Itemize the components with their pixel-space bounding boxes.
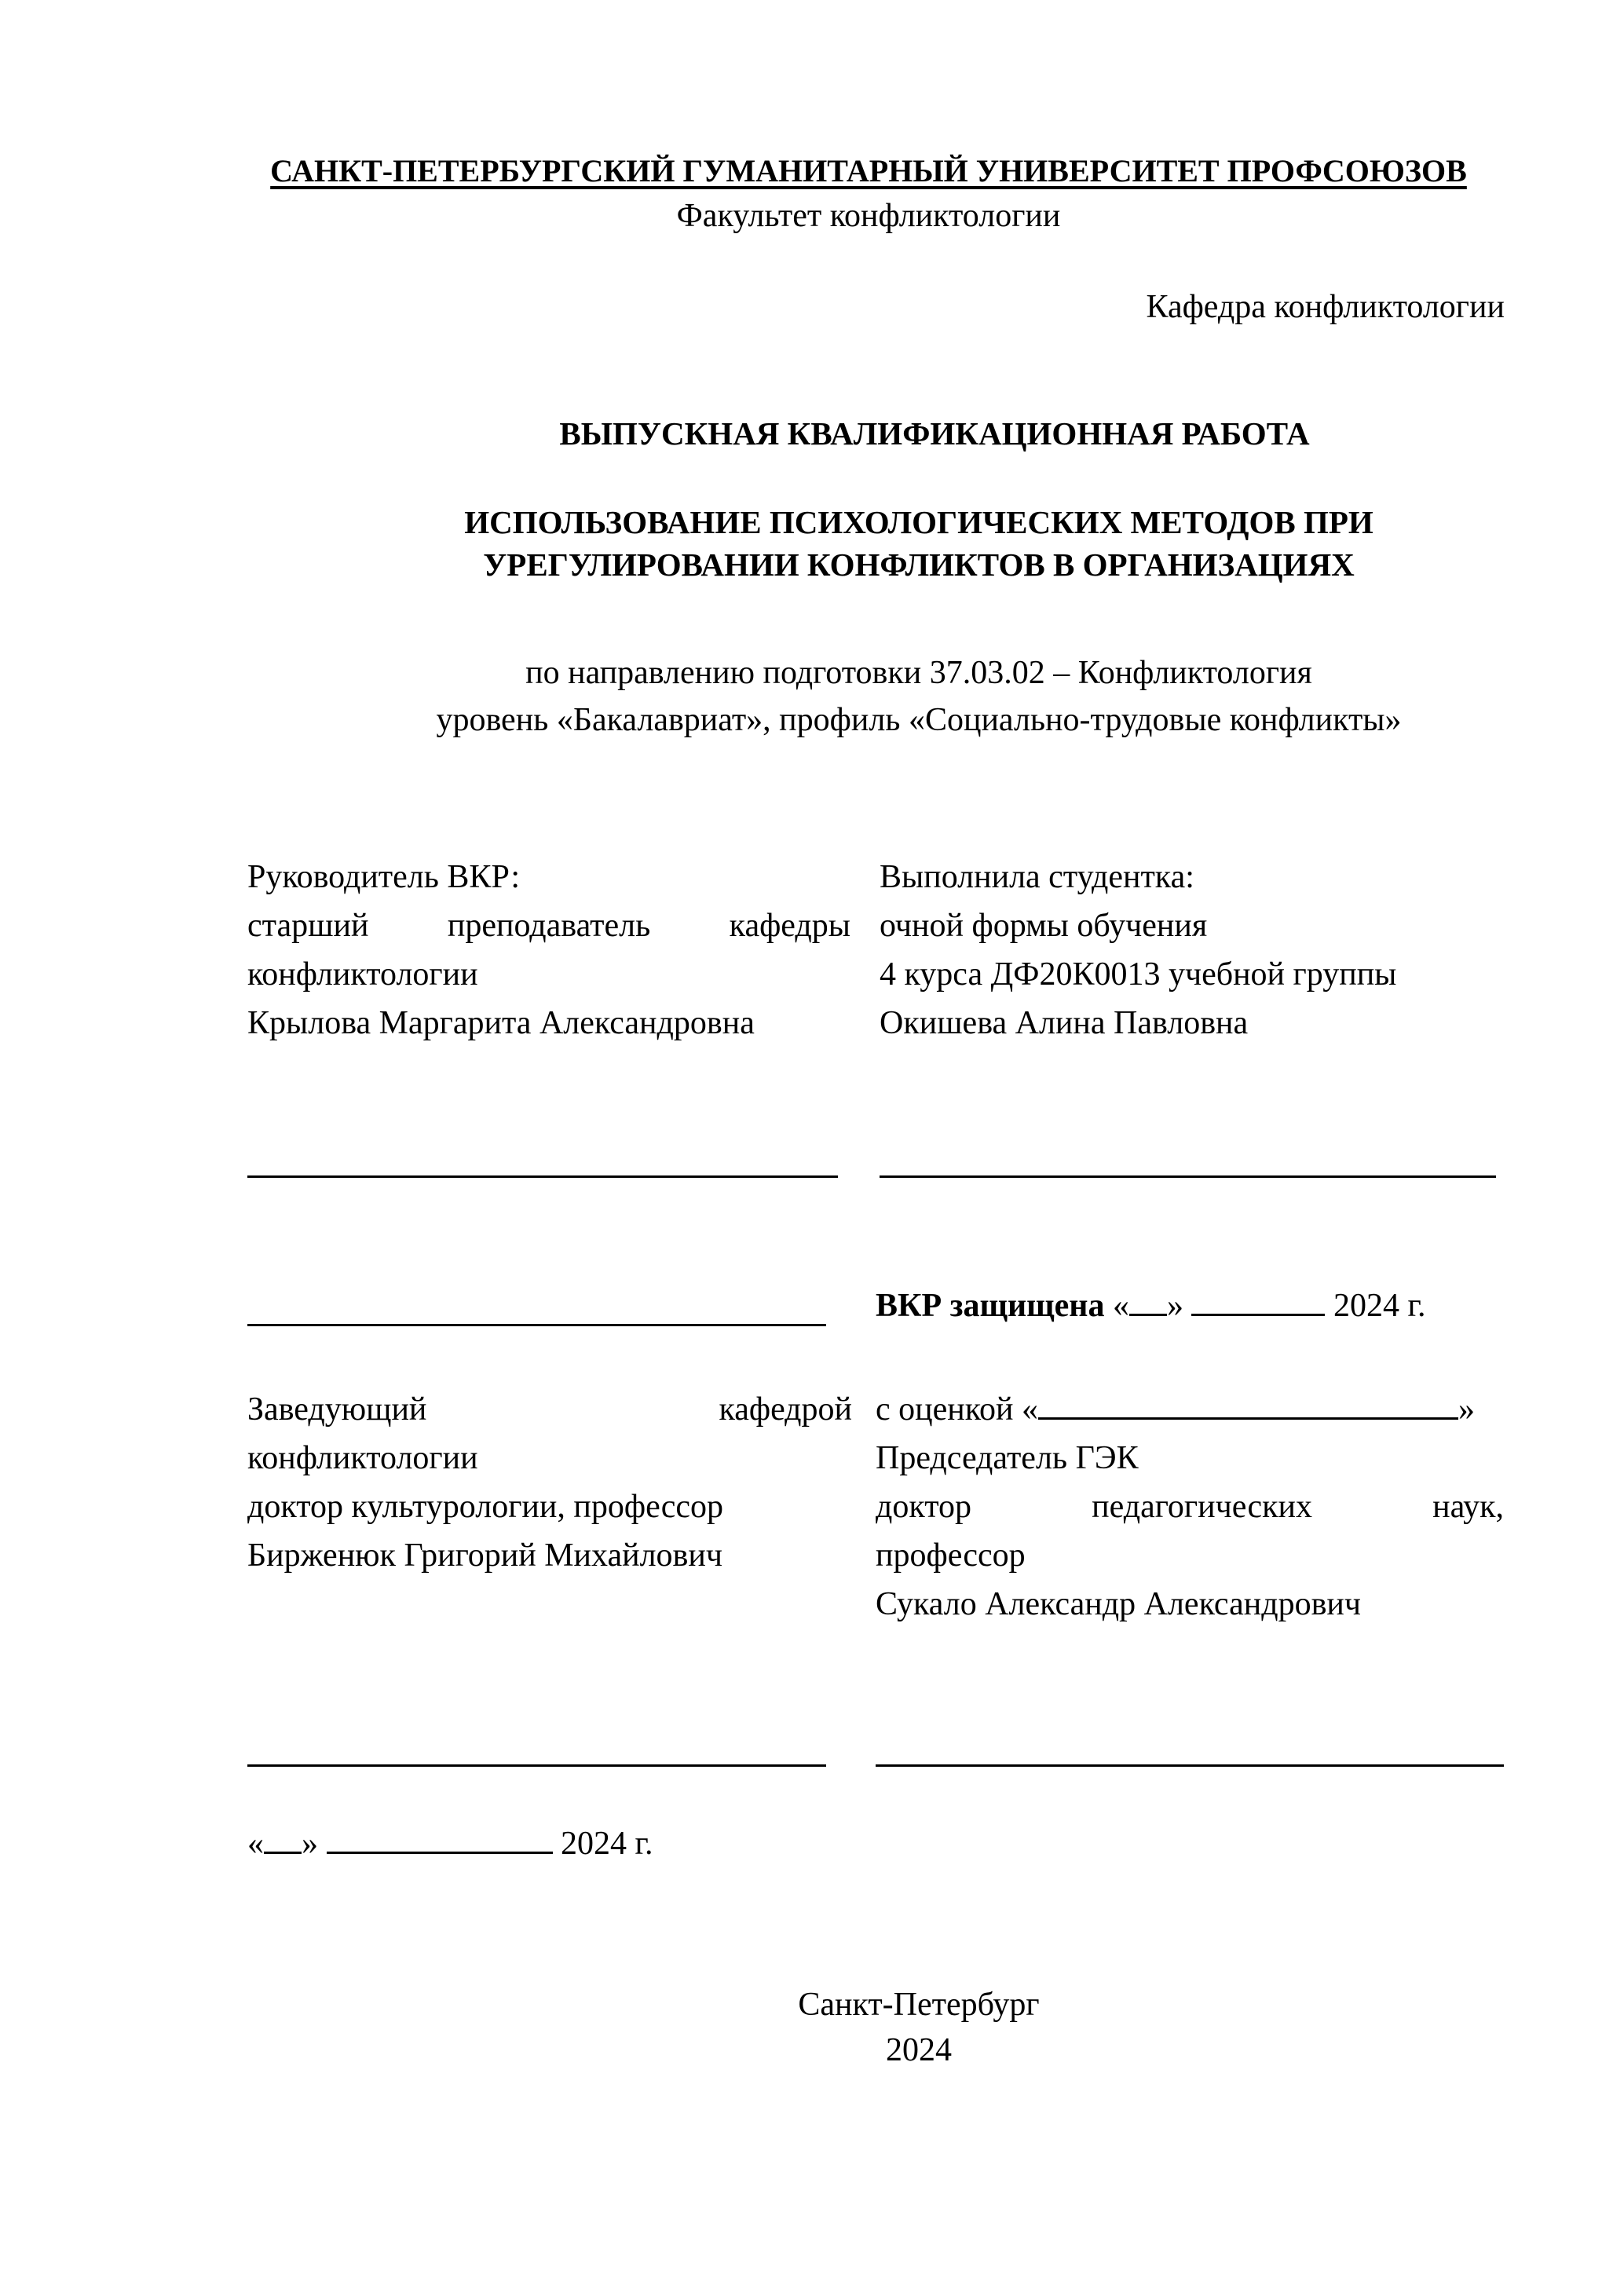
student-label: Выполнила студентка: <box>880 859 1194 895</box>
gek-chair-signature-line[interactable] <box>876 1764 1504 1767</box>
date-open-quote: « <box>247 1826 264 1862</box>
department-name: Кафедра конфликтологии <box>1146 289 1505 325</box>
supervisor-block <box>247 853 850 1047</box>
supervisor-label: Руководитель ВКР: <box>247 859 521 895</box>
supervisor-position-word: старший <box>247 908 369 944</box>
grade-suffix: » <box>1458 1391 1475 1428</box>
head-title <box>247 1385 852 1434</box>
supervisor-position-word: преподаватель <box>447 908 651 944</box>
gek-degree-word: доктор <box>876 1489 972 1525</box>
gek-degree-word: наук, <box>1432 1489 1504 1525</box>
faculty-name: Факультет конфликтологии <box>676 198 1061 234</box>
supervisor-position <box>247 901 850 950</box>
thesis-topic-line-1: ИСПОЛЬЗОВАНИЕ ПСИХОЛОГИЧЕСКИХ МЕТОДОВ ПРИ <box>464 504 1373 540</box>
date-year: 2024 г. <box>561 1826 653 1862</box>
defense-open-quote: « <box>1112 1288 1129 1324</box>
defense-year: 2024 г. <box>1333 1288 1426 1324</box>
grade-prefix: с оценкой « <box>876 1391 1038 1428</box>
supervisor-department: конфликтологии <box>247 956 478 993</box>
supervisor-signature-line[interactable] <box>247 1175 838 1178</box>
signing-date-line <box>247 1819 653 1868</box>
defense-date-line <box>876 1281 1425 1330</box>
head-degree: доктор культурологии, профессор <box>247 1489 724 1525</box>
university-name: САНКТ-ПЕТЕРБУРГСКИЙ ГУМАНИТАРНЫЙ УНИВЕРСИТЕТ ПРОФСОЮЗОВ <box>270 153 1467 188</box>
head-department: конфликтологии <box>247 1440 478 1476</box>
student-group: 4 курса ДФ20К0013 учебной группы <box>880 956 1397 993</box>
gek-degree-word: педагогических <box>1092 1489 1312 1525</box>
defense-day-blank[interactable] <box>1129 1282 1167 1316</box>
head-name: Бирженюк Григорий Михайлович <box>247 1537 722 1574</box>
gek-chair-block <box>876 1385 1504 1629</box>
supervisor-position-word: кафедры <box>729 908 850 944</box>
study-direction: по направлению подготовки 37.03.02 – Конфликтология <box>525 655 1312 691</box>
year: 2024 <box>886 2032 952 2068</box>
grade-line <box>876 1385 1504 1434</box>
head-title-word: Заведующий <box>247 1391 427 1428</box>
student-name: Окишева Алина Павловна <box>880 1005 1249 1041</box>
student-block <box>880 853 1508 1047</box>
thesis-topic-line-2: УРЕГУЛИРОВАНИИ КОНФЛИКТОВ В ОРГАНИЗАЦИЯХ <box>483 547 1355 583</box>
thesis-topic <box>330 501 1508 586</box>
defense-label: ВКР защищена <box>876 1288 1105 1324</box>
head-signature-line[interactable] <box>247 1324 826 1326</box>
study-level-profile: уровень «Бакалавриат», профиль «Социально-трудовые конфликты» <box>436 702 1402 738</box>
gek-chair-degree-cont: профессор <box>876 1537 1026 1574</box>
student-study-form: очной формы обучения <box>880 908 1208 944</box>
head-of-department-block <box>247 1385 852 1580</box>
work-type-heading: ВЫПУСКНАЯ КВАЛИФИКАЦИОННАЯ РАБОТА <box>559 415 1310 452</box>
date-month-blank[interactable] <box>327 1820 553 1854</box>
gek-chair-degree <box>876 1483 1504 1531</box>
date-day-blank[interactable] <box>264 1820 302 1854</box>
defense-close-quote: » <box>1166 1288 1183 1324</box>
city: Санкт-Петербург <box>798 1987 1040 2023</box>
head-title-word: кафедрой <box>719 1391 852 1428</box>
grade-blank[interactable] <box>1038 1386 1458 1420</box>
student-signature-line[interactable] <box>880 1175 1496 1178</box>
gek-chair-name: Сукало Александр Александрович <box>876 1586 1362 1622</box>
gek-chair-label: Председатель ГЭК <box>876 1440 1139 1476</box>
supervisor-name: Крылова Маргарита Александровна <box>247 1005 755 1041</box>
head-of-department-signature-line[interactable] <box>247 1764 826 1767</box>
date-close-quote: » <box>302 1826 318 1862</box>
defense-month-blank[interactable] <box>1191 1282 1325 1316</box>
